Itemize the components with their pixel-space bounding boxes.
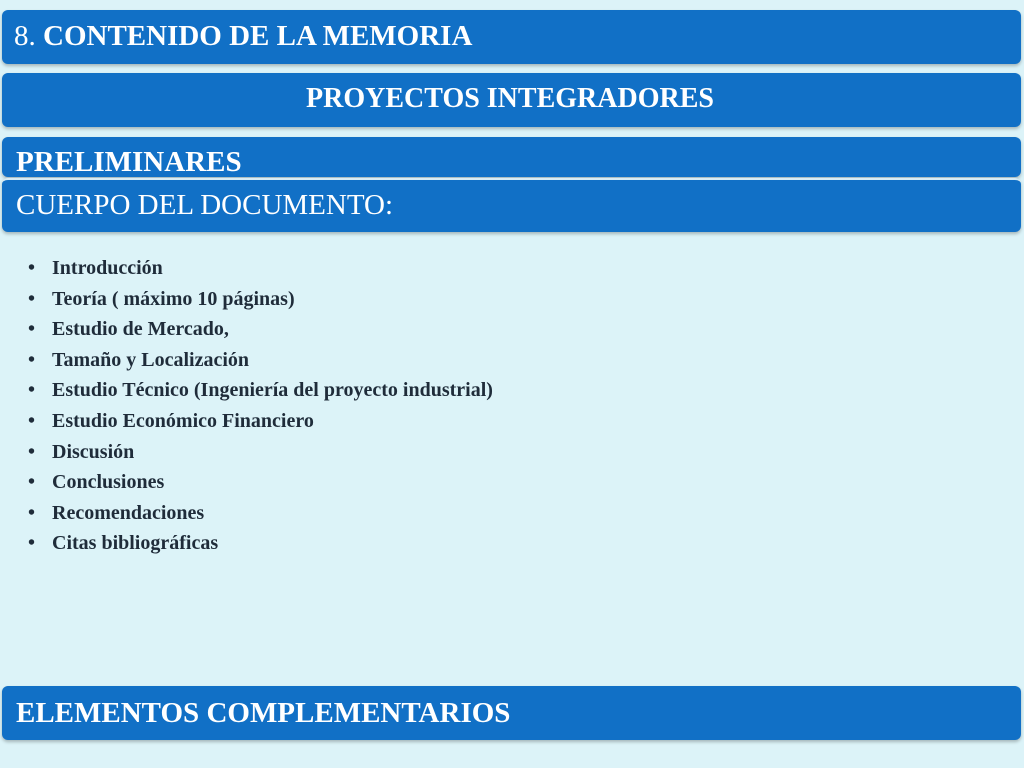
list-item-label: Recomendaciones xyxy=(52,501,205,524)
list-item xyxy=(28,437,493,468)
bullet-icon: • xyxy=(28,471,36,494)
list-item-label: Conclusiones xyxy=(52,471,165,494)
list-item xyxy=(28,253,493,284)
title-number: 8. xyxy=(14,20,36,52)
elementos-bar xyxy=(2,686,1021,740)
list-item xyxy=(28,314,493,345)
bullet-icon: • xyxy=(28,318,36,341)
cuerpo-heading: CUERPO DEL DOCUMENTO: xyxy=(16,189,394,221)
list-item xyxy=(28,467,493,498)
list-item-label: Teoría ( máximo 10 páginas) xyxy=(52,287,295,310)
contents-list xyxy=(28,253,493,559)
list-item-label: Estudio Técnico (Ingeniería del proyecto industrial) xyxy=(52,379,493,402)
bullet-icon: • xyxy=(28,287,36,310)
list-item xyxy=(28,345,493,376)
preliminares-heading: PRELIMINARES xyxy=(16,146,242,177)
slide-title xyxy=(2,10,1021,62)
list-item-label: Introducción xyxy=(52,257,163,279)
list-item-label: Discusión xyxy=(52,440,135,463)
bullet-icon: • xyxy=(28,409,36,432)
bullet-icon: • xyxy=(28,257,36,279)
bullet-icon: • xyxy=(28,501,36,524)
elementos-heading: ELEMENTOS COMPLEMENTARIOS xyxy=(16,697,511,729)
bullet-icon: • xyxy=(28,440,36,463)
list-item-label: Estudio Económico Financiero xyxy=(52,409,314,432)
list-item-label: Citas bibliográficas xyxy=(52,532,219,555)
proyectos-bar xyxy=(2,73,1021,127)
title-text: CONTENIDO DE LA MEMORIA xyxy=(43,20,473,52)
bullet-icon: • xyxy=(28,379,36,402)
list-item xyxy=(28,498,493,529)
list-item xyxy=(28,406,493,437)
list-item-label: Estudio de Mercado, xyxy=(52,318,229,341)
title-bar xyxy=(2,10,1021,64)
proyectos-heading: PROYECTOS INTEGRADORES xyxy=(306,83,714,114)
preliminares-bar xyxy=(2,137,1021,177)
cuerpo-bar xyxy=(2,178,1021,232)
list-item xyxy=(28,528,493,559)
list-item xyxy=(28,375,493,406)
bullet-icon: • xyxy=(28,532,36,555)
bullet-icon: • xyxy=(28,348,36,371)
list-item xyxy=(28,284,493,315)
list-item-label: Tamaño y Localización xyxy=(52,348,250,371)
